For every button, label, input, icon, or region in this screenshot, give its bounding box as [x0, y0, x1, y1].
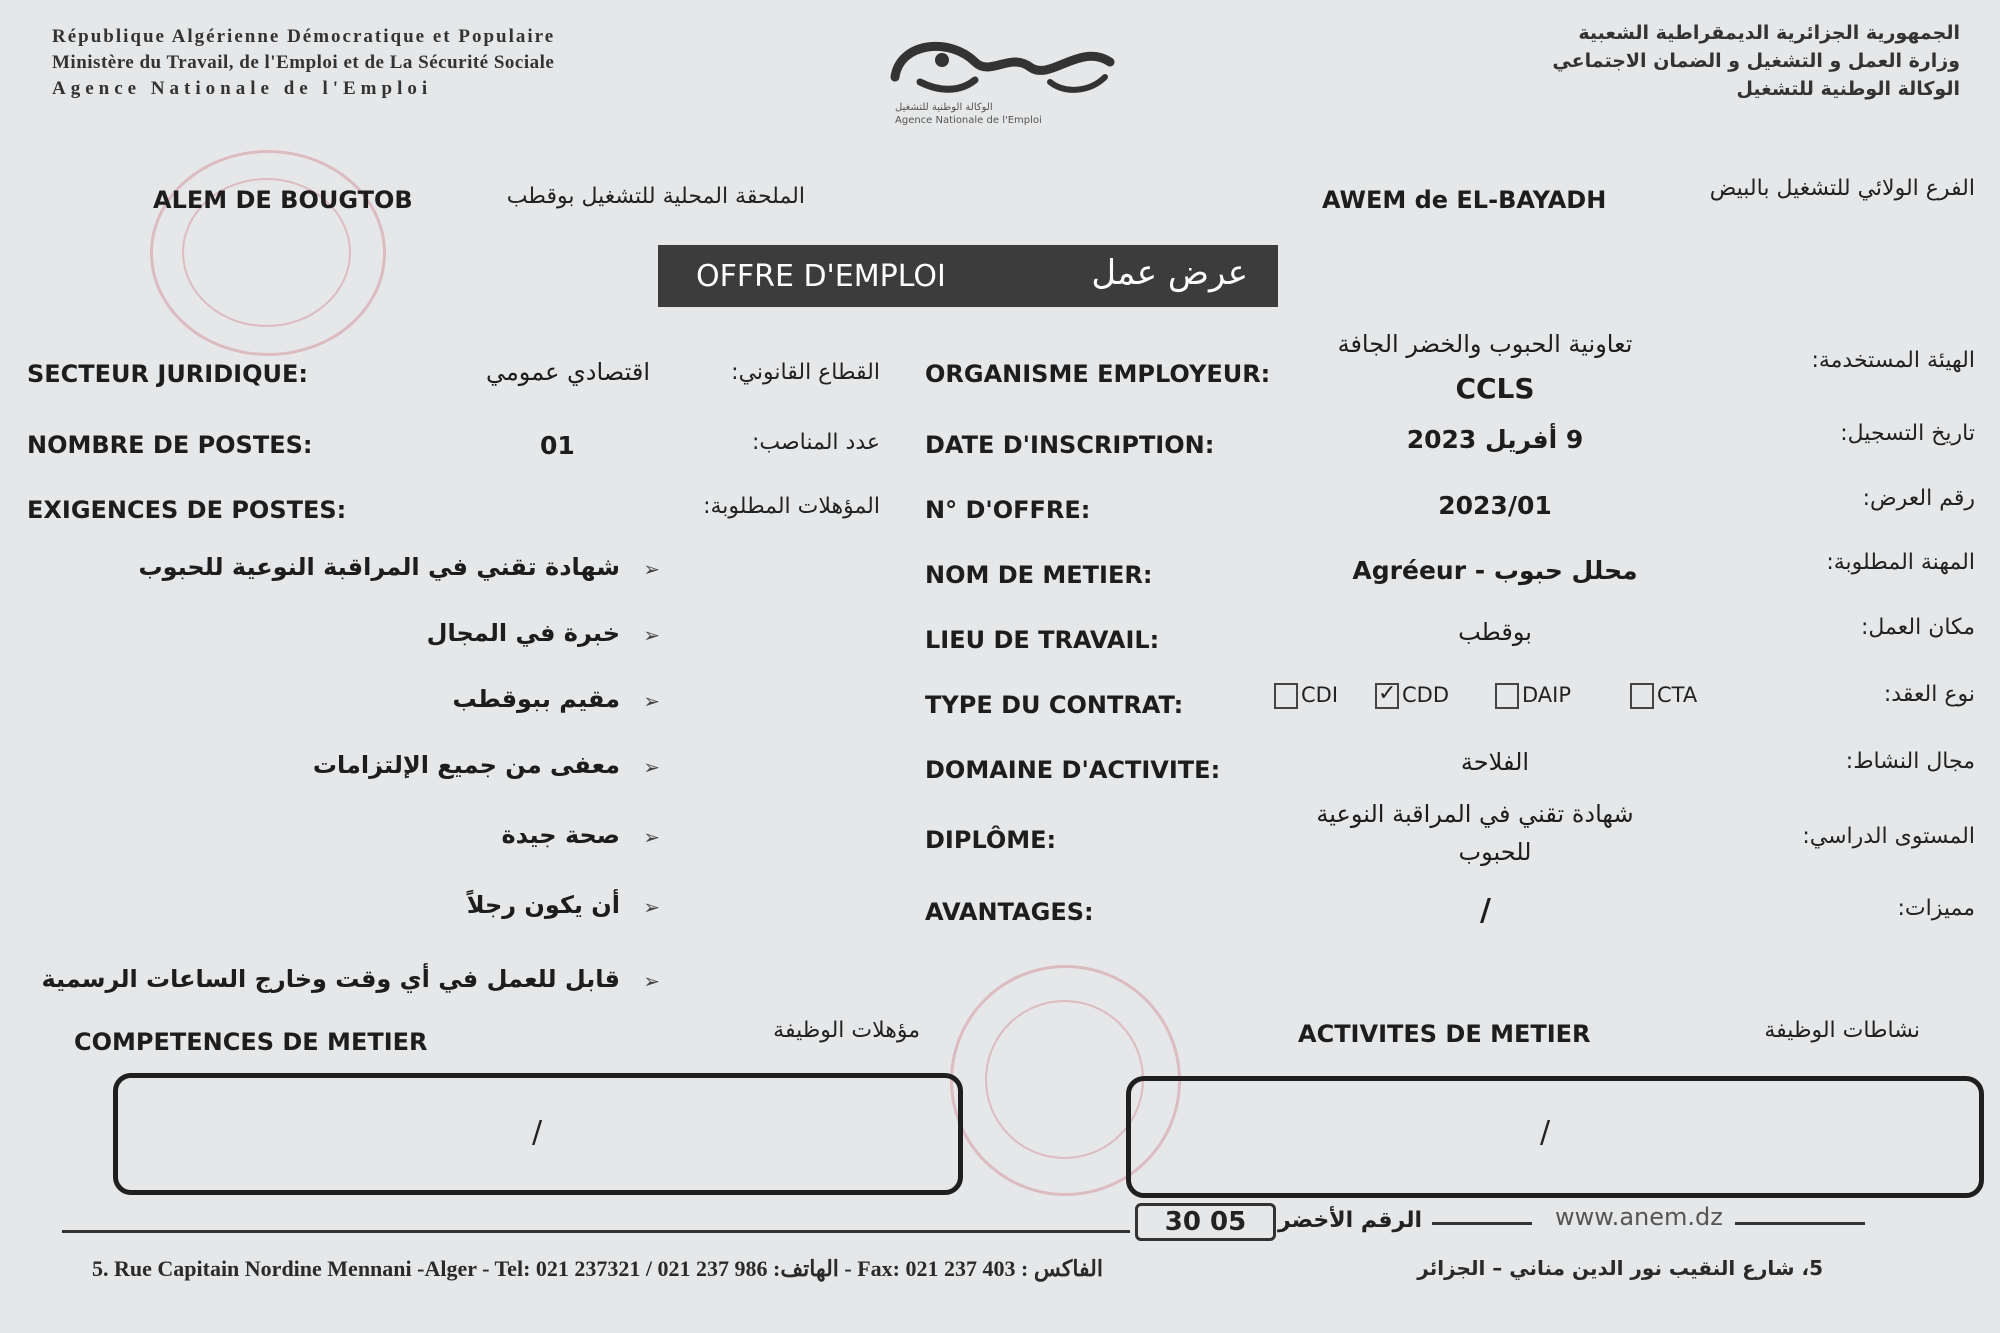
requirement-item: مقيم ببوقطب ➢ — [452, 685, 660, 713]
contract-option-daip[interactable]: DAIP — [1495, 683, 1571, 709]
lieu-value: بوقطب — [1458, 618, 1532, 646]
title-banner — [658, 245, 1278, 307]
secteur-label: SECTEUR JURIDIQUE: — [27, 360, 308, 388]
offre-value: 2023/01 — [1438, 491, 1552, 520]
postes-value: 01 — [540, 431, 575, 460]
contrat-ar-label: نوع العقد: — [1883, 682, 1975, 707]
avantages-ar-label: مميزات: — [1897, 896, 1975, 921]
diplome-label: DIPLÔME: — [925, 826, 1057, 854]
secteur-value: اقتصادي عمومي — [485, 358, 650, 386]
bullet-arrow-icon: ➢ — [643, 895, 660, 919]
bullet-arrow-icon: ➢ — [643, 557, 660, 581]
checkbox-cdi[interactable] — [1274, 683, 1298, 709]
stamp-bottom-inner — [985, 1000, 1144, 1159]
requirement-item: أن يكون رجلاً ➢ — [466, 891, 660, 919]
postes-ar-label: عدد المناصب: — [751, 430, 880, 455]
wilaya-agency-fr: AWEM de EL-BAYADH — [1322, 186, 1607, 214]
domaine-value: الفلاحة — [1460, 748, 1530, 776]
bullet-arrow-icon: ➢ — [643, 623, 660, 647]
wilaya-agency-ar: الفرع الولائي للتشغيل بالبيض — [1709, 176, 1975, 201]
header-ar-line3: الوكالة الوطنية للتشغيل — [1736, 78, 1960, 100]
metier-label: NOM DE METIER: — [925, 561, 1153, 589]
checkbox-daip[interactable] — [1495, 683, 1519, 709]
requirement-item: صحة جيدة ➢ — [501, 821, 660, 849]
header-ar-line2: وزارة العمل و التشغيل و الضمان الاجتماعي — [1552, 50, 1960, 72]
lieu-ar-label: مكان العمل: — [1860, 615, 1975, 640]
header-fr-line2: Ministère du Travail, de l'Emploi et de La Sécurité Sociale — [52, 52, 555, 73]
organisme-value-fr: CCLS — [1455, 372, 1535, 405]
bullet-arrow-icon: ➢ — [643, 825, 660, 849]
lieu-label: LIEU DE TRAVAIL: — [925, 626, 1160, 654]
offre-ar-label: رقم العرض: — [1862, 486, 1975, 511]
organisme-ar-label: الهيئة المستخدمة: — [1811, 348, 1975, 373]
domaine-label: DOMAINE D'ACTIVITE: — [925, 756, 1221, 784]
bullet-arrow-icon: ➢ — [643, 689, 660, 713]
diplome-value-line1: شهادة تقني في المراقبة النوعية — [1316, 800, 1634, 828]
contract-option-cta[interactable]: CTA — [1630, 683, 1697, 709]
avantages-label: AVANTAGES: — [925, 898, 1094, 926]
offre-label: N° D'OFFRE: — [925, 496, 1091, 524]
title-ar: عرض عمل — [1091, 253, 1248, 293]
organisme-label: ORGANISME EMPLOYEUR: — [925, 360, 1271, 388]
anem-logo — [880, 22, 1130, 132]
activites-box — [1126, 1076, 1984, 1198]
diplome-ar-label: المستوى الدراسي: — [1802, 824, 1975, 849]
local-agency-ar: الملحقة المحلية للتشغيل بوقطب — [506, 184, 805, 209]
competences-title-ar: مؤهلات الوظيفة — [773, 1018, 920, 1043]
title-fr: OFFRE D'EMPLOI — [696, 259, 946, 294]
metier-ar-label: المهنة المطلوبة: — [1826, 550, 1975, 575]
organisme-value-ar: تعاونية الحبوب والخضر الجافة — [1337, 330, 1633, 358]
footer-divider-left — [62, 1230, 1130, 1233]
date-value: 9 أفريل 2023 — [1406, 425, 1584, 454]
green-number-badge: 30 05 — [1135, 1203, 1276, 1241]
header-fr-line3: Agence Nationale de l'Emploi — [52, 78, 433, 99]
requirement-item: خبرة في المجال ➢ — [426, 619, 660, 647]
metier-value: Agréeur - محلل حبوب — [1352, 556, 1638, 585]
logo-caption-ar: الوكالة الوطنية للتشغيل — [895, 102, 993, 113]
checkbox-cdd-checked[interactable] — [1375, 683, 1399, 709]
secteur-ar-label: القطاع القانوني: — [731, 360, 880, 385]
logo-caption-fr: Agence Nationale de l'Emploi — [895, 115, 1042, 126]
header-ar-line1: الجمهورية الجزائرية الديمقراطية الشعبية — [1578, 22, 1960, 44]
activites-title-ar: نشاطات الوظيفة — [1764, 1018, 1920, 1043]
anem-logo-icon — [880, 22, 1130, 112]
footer-divider-mid — [1432, 1222, 1532, 1225]
domaine-ar-label: مجال النشاط: — [1845, 749, 1975, 774]
competences-value: / — [532, 1115, 543, 1150]
footer-address-ar: 5، شارع النقيب نور الدين مناني – الجزائر — [1417, 1256, 1823, 1280]
header-fr-line1: République Algérienne Démocratique et Populaire — [52, 26, 556, 47]
bullet-arrow-icon: ➢ — [643, 969, 660, 993]
requirement-item: قابل للعمل في أي وقت وخارج الساعات الرسمية ➢ — [41, 965, 660, 993]
requirement-item: شهادة تقني في المراقبة النوعية للحبوب ➢ — [138, 553, 660, 581]
checkbox-cta[interactable] — [1630, 683, 1654, 709]
requirement-item: معفى من جميع الإلتزامات ➢ — [312, 751, 660, 779]
contract-option-cdd[interactable]: ✓ CDD — [1375, 683, 1449, 709]
avantages-value: / — [1480, 893, 1491, 928]
date-ar-label: تاريخ التسجيل: — [1840, 421, 1975, 446]
bullet-arrow-icon: ➢ — [643, 755, 660, 779]
footer-address-fr: 5. Rue Capitain Nordine Mennani -Alger - Tel: 021 237321 / 021 237 986 :الهاتف - Fax: 021 237 403 : الفاكس — [92, 1256, 1103, 1281]
date-label: DATE D'INSCRIPTION: — [925, 431, 1215, 459]
website-link[interactable]: www.anem.dz — [1555, 1203, 1723, 1231]
exigences-label: EXIGENCES DE POSTES: — [27, 496, 347, 524]
activites-title-fr: ACTIVITES DE METIER — [1298, 1020, 1591, 1048]
activites-value: / — [1540, 1115, 1551, 1150]
exigences-ar-label: المؤهلات المطلوبة: — [703, 494, 880, 519]
contrat-label: TYPE DU CONTRAT: — [925, 691, 1184, 719]
diplome-value-line2: للحبوب — [1458, 838, 1532, 866]
competences-title-fr: COMPETENCES DE METIER — [74, 1028, 428, 1056]
contract-option-cdi[interactable]: CDI — [1274, 683, 1338, 709]
footer-divider-right — [1735, 1222, 1865, 1225]
local-agency-fr: ALEM DE BOUGTOB — [153, 186, 413, 214]
green-number-label: الرقم الأخضر — [1278, 1208, 1422, 1233]
postes-label: NOMBRE DE POSTES: — [27, 431, 313, 459]
